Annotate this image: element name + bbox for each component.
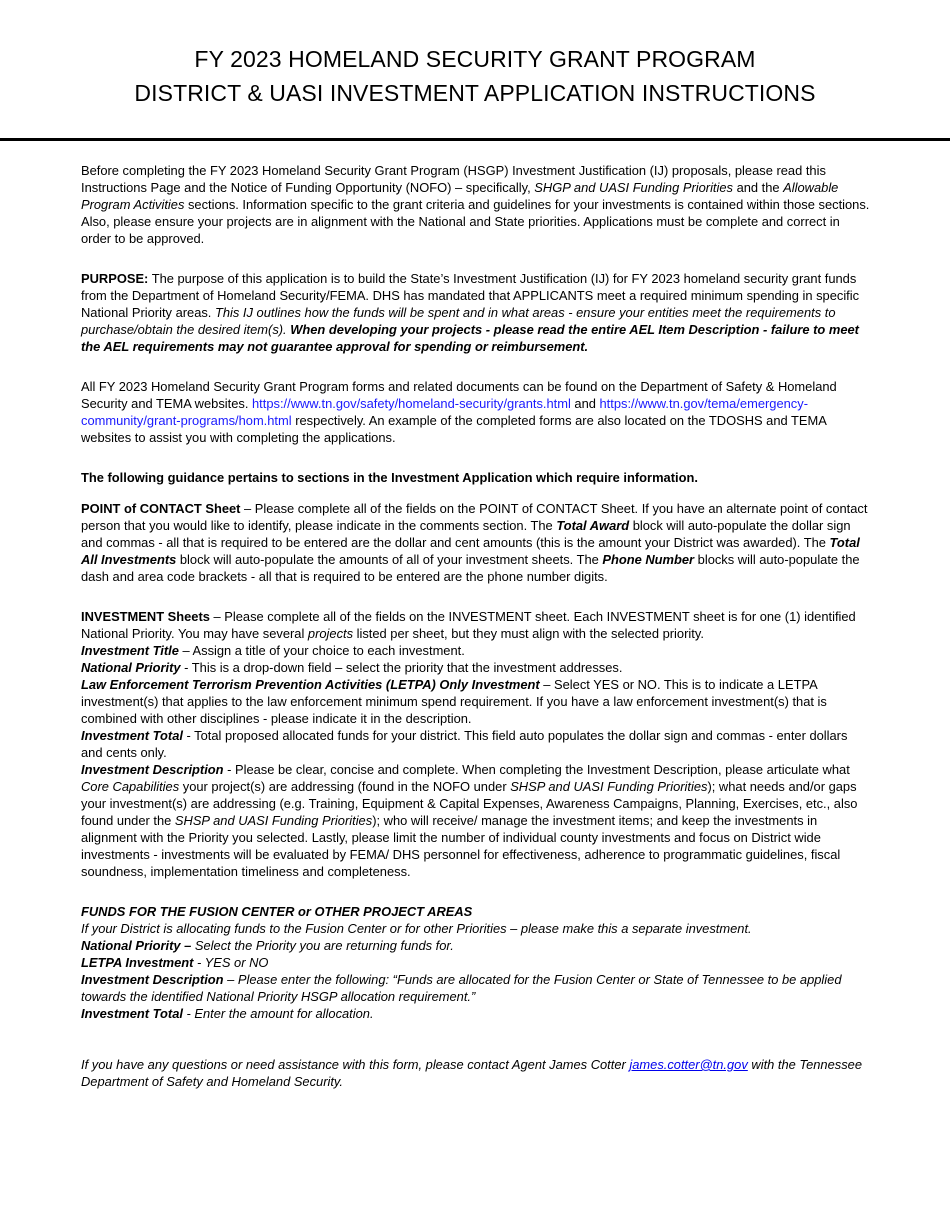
- fusion-total-item: Investment Total - Enter the amount for allocation.: [81, 1006, 374, 1021]
- contact-paragraph: If you have any questions or need assistance with this form, please contact Agent James Cotter james.cotter@tn.gov with the Tennessee Department of Safety and Homeland Security.: [81, 1057, 862, 1089]
- fusion-letpa-item: LETPA Investment - YES or NO: [81, 955, 269, 970]
- tema-grants-link[interactable]: https://www.tn.gov/tema/emergency-community/grant-programs/hom.html: [81, 396, 808, 428]
- investment-paragraph: INVESTMENT Sheets – Please complete all of the fields on the INVESTMENT sheet. Each INVESTMENT sheet is for one (1) identified National Priority. You may have several projects listed per sheet, but they must align with the selected priority.: [81, 609, 856, 641]
- investment-title-item: Investment Title – Assign a title of your choice to each investment.: [81, 643, 465, 658]
- poc-paragraph: POINT of CONTACT Sheet – Please complete all of the fields on the POINT of CONTACT Sheet. If you have an alternate point of contact person that you would like to identify, please indicate in the comments section. The Total Award block will auto-populate the dollar sign and commas - all that is required to be entered are the dollar and cent amounts (this is the amount your District was awarded). The Total All Investments block will auto-populate the amounts of all of your investment sheets. The Phone Number blocks will auto-populate the dash and area code brackets - all that is required to be entered are the phone number digits.: [81, 501, 868, 584]
- contact-email-link[interactable]: james.cotter@tn.gov: [629, 1057, 748, 1072]
- title-line-1: FY 2023 HOMELAND SECURITY GRANT PROGRAM: [194, 46, 756, 72]
- purpose-paragraph: PURPOSE: The purpose of this application is to build the State’s Investment Justification (IJ) for FY 2023 homeland security grant funds from the Department of Homeland Security/FEMA. DHS has mandated that APPLICANTS meet a required minimum spending in specific National Priority areas. This IJ outlines how the funds will be spent and in what areas - ensure your entities meet the requirements to purchase/obtain the desired item(s). When developing your projects - please read the entire AEL Item Description - failure to meet the AEL requirements may not guarantee approval for spending or reimbursement.: [81, 271, 860, 354]
- guidance-heading: The following guidance pertains to sections in the Investment Application which require information.: [81, 470, 698, 485]
- title-line-2: DISTRICT & UASI INVESTMENT APPLICATION INSTRUCTIONS: [134, 80, 816, 106]
- national-priority-item: National Priority - This is a drop-down field – select the priority that the investment addresses.: [81, 660, 623, 675]
- fusion-priority-item: National Priority – Select the Priority you are returning funds for.: [81, 938, 454, 953]
- investment-total-item: Investment Total - Total proposed allocated funds for your district. This field auto populates the dollar sign and commas - enter dollars and cents only.: [81, 728, 848, 760]
- intro-paragraph: Before completing the FY 2023 Homeland Security Grant Program (HSGP) Investment Justification (IJ) proposals, please read this Instructions Page and the Notice of Funding Opportunity (NOFO) – specifically, SHGP and UASI Funding Priorities and the Allowable Program Activities sections. Information specific to the grant criteria and guidelines for your investments is contained within those sections. Also, please ensure your projects are in alignment with the National and State priorities. Applications must be complete and correct in order to be approved.: [81, 163, 870, 246]
- investment-description-item: Investment Description - Please be clear, concise and complete. When completing the Investment Description, please articulate what Core Capabilities your project(s) are addressing (found in the NOFO under SHSP and UASI Funding Priorities); what needs and/or gaps your investment(s) are addressing (e.g. Training, Equipment & Capital Expenses, Awareness Campaigns, Planning, Exercises, etc., also found under the SHSP and UASI Funding Priorities); who will receive/ manage the investment items; and keep the investments in alignment with the Priority you selected. Lastly, please limit the number of individual county investments and focus on District wide investments - investments will be evaluated by FEMA/ DHS personnel for effectiveness, adherence to programmatic guidelines, fiscal soundness, implementation timeliness and completeness.: [81, 762, 858, 879]
- instructions-body: [81, 162, 871, 1090]
- dshs-grants-link[interactable]: https://www.tn.gov/safety/homeland-security/grants.html: [252, 396, 571, 411]
- purpose-label: PURPOSE:: [81, 271, 149, 286]
- letpa-item: Law Enforcement Terrorism Prevention Activities (LETPA) Only Investment – Select YES or NO. This is to indicate a LETPA investment(s) that applies to the law enforcement minimum spend requirement. If you have a law enforcement investment(s) that is combined with other disciplines - please indicate it in the description.: [81, 677, 827, 726]
- fusion-description-item: Investment Description – Please enter the following: “Funds are allocated for the Fusion Center or State of Tennessee to be applied towards the identified National Priority HSGP allocation requirement.”: [81, 972, 842, 1004]
- investment-label: INVESTMENT Sheets: [81, 609, 210, 624]
- fusion-section: [81, 903, 871, 1022]
- page-title: [0, 42, 950, 110]
- forms-paragraph: All FY 2023 Homeland Security Grant Program forms and related documents can be found on the Department of Safety & Homeland Security and TEMA websites. https://www.tn.gov/safety/homeland-security/grants.html and https://www.tn.gov/tema/emergency-community/grant-programs/hom.html respectively. An example of the completed forms are also located on the TDOSHS and TEMA websites to assist you with completing the applications.: [81, 379, 837, 445]
- poc-label: POINT of CONTACT Sheet: [81, 501, 241, 516]
- fusion-intro: If your District is allocating funds to the Fusion Center or for other Priorities – please make this a separate investment.: [81, 921, 752, 936]
- fusion-heading: FUNDS FOR THE FUSION CENTER or OTHER PROJECT AREAS: [81, 904, 473, 919]
- title-divider: [0, 138, 950, 141]
